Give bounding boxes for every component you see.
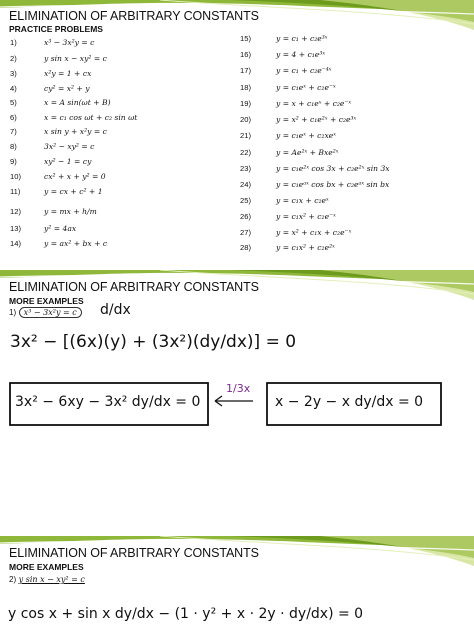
problem-number: 17) — [240, 66, 251, 75]
problem-number: 21) — [240, 131, 251, 140]
problem-equation: x = c₁ cos ωt + c₂ sin ωt — [44, 113, 138, 122]
problem-equation: y = c₁eᵃˣ cos bx + c₂eᵃˣ sin bx — [276, 180, 390, 189]
problem-number: 20) — [240, 115, 251, 124]
problem-equation: y² = 4ax — [44, 224, 77, 233]
problem-equation: x = A sin(ωt + B) — [44, 98, 111, 107]
problem-number: 24) — [240, 180, 251, 189]
problem-equation: y = c₁x + c₂eˣ — [276, 196, 329, 205]
problem-number: 18) — [240, 83, 251, 92]
problem-equation: cx² + x + y² = 0 — [44, 172, 106, 181]
problem-equation: y = 4 + c₁e³ˣ — [276, 50, 326, 59]
problem-equation: y = c₁eˣ + c₂e⁻ˣ — [276, 83, 336, 92]
problem-equation: y = c₁eˣ + c₂xeˣ — [276, 131, 336, 140]
problem-number: 1) — [10, 38, 17, 47]
problem-number: 16) — [240, 50, 251, 59]
problem-number: 11) — [10, 187, 21, 196]
problem-number: 22) — [240, 148, 251, 157]
problem-number: 7) — [10, 127, 17, 136]
problem-equation: y = x + c₁eˣ + c₂e⁻ˣ — [276, 99, 352, 108]
problem-equation: y = c₁x² + c₂e²ˣ — [276, 243, 335, 252]
derivative-operator: d/dx — [100, 302, 131, 318]
differentiation-step: 3x² − [(6x)(y) + (3x²)(dy/dx)] = 0 — [10, 332, 297, 352]
slide-example-2 — [0, 536, 474, 632]
problem-equation: y = x² + c₁e²ˣ + c₂e³ˣ — [276, 115, 357, 124]
problem-equation: x sin y + x²y = c — [44, 127, 107, 136]
problem-number: 14) — [10, 239, 21, 248]
problem-number: 2) — [10, 54, 17, 63]
example-problem — [9, 575, 85, 584]
slide-title: ELIMINATION OF ARBITRARY CONSTANTS — [9, 9, 259, 23]
problem-number: 5) — [10, 98, 17, 107]
problem-number: 27) — [240, 228, 251, 237]
problem-number: 12) — [10, 207, 21, 216]
problem-number: 3) — [10, 69, 17, 78]
problem-equation: y = c₁ + c₂e⁻⁴ˣ — [276, 66, 332, 75]
problem-number: 8) — [10, 142, 17, 151]
slide-subtitle: MORE EXAMPLES — [9, 562, 84, 572]
problem-equation: y = mx + h/m — [44, 207, 97, 216]
slide-subtitle: MORE EXAMPLES — [9, 296, 84, 306]
slide-title: ELIMINATION OF ARBITRARY CONSTANTS — [9, 280, 259, 294]
slide-practice-problems — [0, 0, 474, 262]
problem-equation: x³ − 3x²y = c — [19, 307, 82, 318]
problem-equation: y sin x − xy² = c — [18, 575, 85, 584]
problem-number: 28) — [240, 243, 251, 252]
problem-equation: cy² = x² + y — [44, 84, 90, 93]
problem-equation: xy² − 1 = cy — [44, 157, 92, 166]
problem-number: 6) — [10, 113, 17, 122]
simplified-equation: x − 2y − x dy/dx = 0 — [275, 394, 424, 410]
problem-number: 9) — [10, 157, 17, 166]
problem-equation: y = c₁x² + c₂e⁻ˣ — [276, 212, 336, 221]
problem-equation: x²y = 1 + cx — [44, 69, 92, 78]
problem-equation: y = ax² + bx + c — [44, 239, 108, 248]
slide-example-1 — [0, 270, 474, 498]
multiplier-annotation: 1/3x — [226, 382, 251, 395]
expanded-equation: 3x² − 6xy − 3x² dy/dx = 0 — [15, 394, 201, 410]
problem-number: 23) — [240, 164, 251, 173]
problem-equation: y = x² + c₁x + c₂e⁻ˣ — [276, 228, 352, 237]
problem-number: 15) — [240, 34, 251, 43]
problem-equation: y sin x − xy² = c — [44, 54, 107, 63]
problem-number: 10) — [10, 172, 21, 181]
problem-number: 26) — [240, 212, 251, 221]
problem-number: 13) — [10, 224, 21, 233]
problem-equation: 3x² − xy² = c — [44, 142, 95, 151]
problem-equation: y = cx + c² + 1 — [44, 187, 103, 196]
problem-equation: y = Ae²ˣ + Bxe²ˣ — [276, 148, 339, 157]
slide-title: ELIMINATION OF ARBITRARY CONSTANTS — [9, 546, 259, 560]
problem-number: 2) — [9, 575, 17, 584]
problem-equation: x³ − 3x²y = c — [44, 38, 95, 47]
slide-subtitle: PRACTICE PROBLEMS — [9, 24, 103, 34]
problem-number: 1) — [9, 308, 17, 317]
differentiation-step: y cos x + sin x dy/dx − (1 · y² + x · 2y · dy/dx) = 0 — [8, 606, 364, 622]
problem-equation: y = c₁e²ˣ cos 3x + c₂e²ˣ sin 3x — [276, 164, 390, 173]
slide-gap — [0, 498, 474, 536]
problem-number: 25) — [240, 196, 251, 205]
problem-number: 4) — [10, 84, 17, 93]
problem-equation: y = c₁ + c₂e³ˣ — [276, 34, 328, 43]
slide-gap — [0, 262, 474, 270]
problem-number: 19) — [240, 99, 251, 108]
